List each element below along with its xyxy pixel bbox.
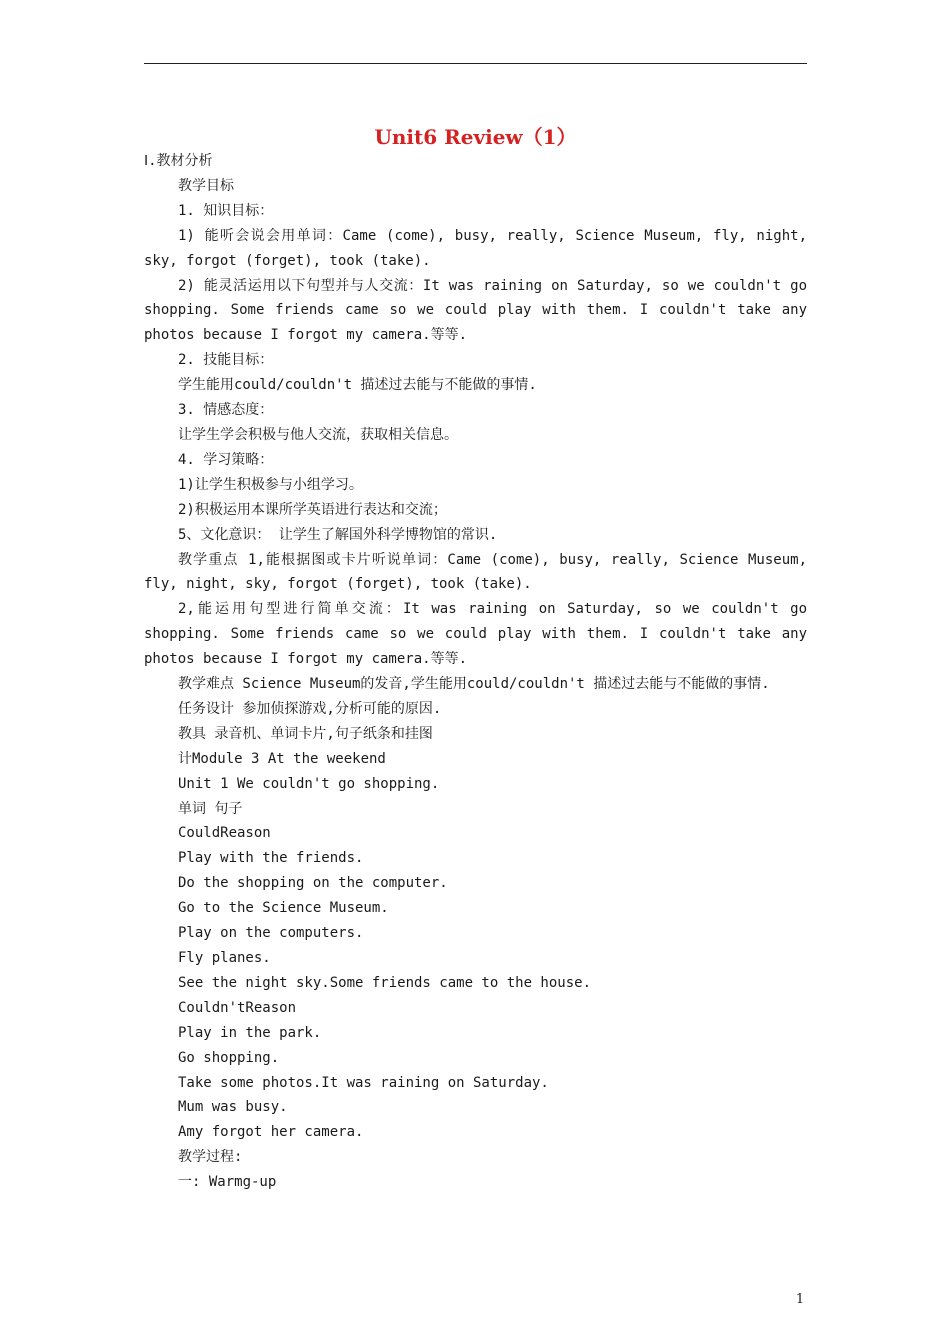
body-line: Go to the Science Museum.: [178, 900, 389, 917]
body-paragraph: 2) 能灵活运用以下句型并与人交流：It was raining on Saturday, so we couldn't go shopping. Some friends came so we could play with them. I couldn't take any photos because I forgot my camera.等等.: [144, 277, 807, 344]
body-line: Play with the friends.: [178, 850, 364, 867]
body-paragraph: 2,能运用句型进行简单交流：It was raining on Saturday, so we couldn't go shopping. Some friends came so we could play with them. I couldn't take any photos because I forgot my camera.等等.: [144, 601, 807, 668]
body-line: 教具 录音机、单词卡片,句子纸条和挂图: [178, 725, 433, 742]
body-line: 教学过程:: [178, 1149, 243, 1166]
body-line: 让学生学会积极与他人交流，获取相关信息。: [178, 426, 458, 443]
body-line: CouldReason: [178, 825, 271, 842]
body-paragraph: 教学重点 1,能根据图或卡片听说单词：Came (come), busy, really, Science Museum, fly, night, sky, forgot (forget), took (take).: [144, 551, 807, 593]
section-heading: Ⅰ.教材分析: [144, 153, 213, 169]
document-title: Unit6 Review（1）: [374, 125, 577, 149]
body-line: 任务设计 参加侦探游戏,分析可能的原因.: [178, 700, 442, 717]
body-line: Mum was busy.: [178, 1099, 288, 1116]
body-paragraph: 1) 能听会说会用单词：Came (come), busy, really, Science Museum, fly, night, sky, forgot (forget), took (take).: [144, 227, 807, 269]
body-line: 一: Warmg-up: [178, 1174, 277, 1191]
body-line: Go shopping.: [178, 1049, 280, 1066]
body-paragraph: 教学难点 Science Museum的发音,学生能用could/couldn't 描述过去能与不能做的事情.: [178, 676, 770, 693]
body-line: 1. 知识目标：: [178, 202, 274, 219]
body-line: Do the shopping on the computer.: [178, 875, 448, 892]
body-line: 学生能用could/couldn't 描述过去能与不能做的事情.: [178, 377, 537, 394]
body-line: Play on the computers.: [178, 925, 364, 942]
body-line: 单词 句子: [178, 800, 243, 817]
page-number: 1: [795, 1292, 805, 1307]
header-rule: [144, 63, 807, 64]
body-line: 教学目标: [178, 177, 234, 194]
body-line: 计Module 3 At the weekend: [178, 750, 386, 767]
body-line: See the night sky.Some friends came to the house.: [178, 974, 592, 991]
body-line: Take some photos.It was raining on Saturday.: [178, 1074, 549, 1091]
body-line: Unit 1 We couldn't go shopping.: [178, 775, 440, 792]
body-line: Fly planes.: [178, 950, 271, 966]
body-line: 2)积极运用本课所学英语进行表达和交流；: [178, 501, 447, 518]
document-body: [144, 149, 807, 1195]
body-line: 5、文化意识： 让学生了解国外科学博物馆的常识.: [178, 526, 498, 543]
body-line: 1)让学生积极参与小组学习。: [178, 476, 363, 493]
body-line: Amy forgot her camera.: [178, 1124, 364, 1141]
body-line: Couldn'tReason: [178, 999, 297, 1016]
body-line: 3. 情感态度：: [178, 402, 274, 419]
body-line: 2. 技能目标：: [178, 352, 274, 369]
body-line: 4. 学习策略：: [178, 451, 274, 468]
body-line: Play in the park.: [178, 1024, 322, 1041]
